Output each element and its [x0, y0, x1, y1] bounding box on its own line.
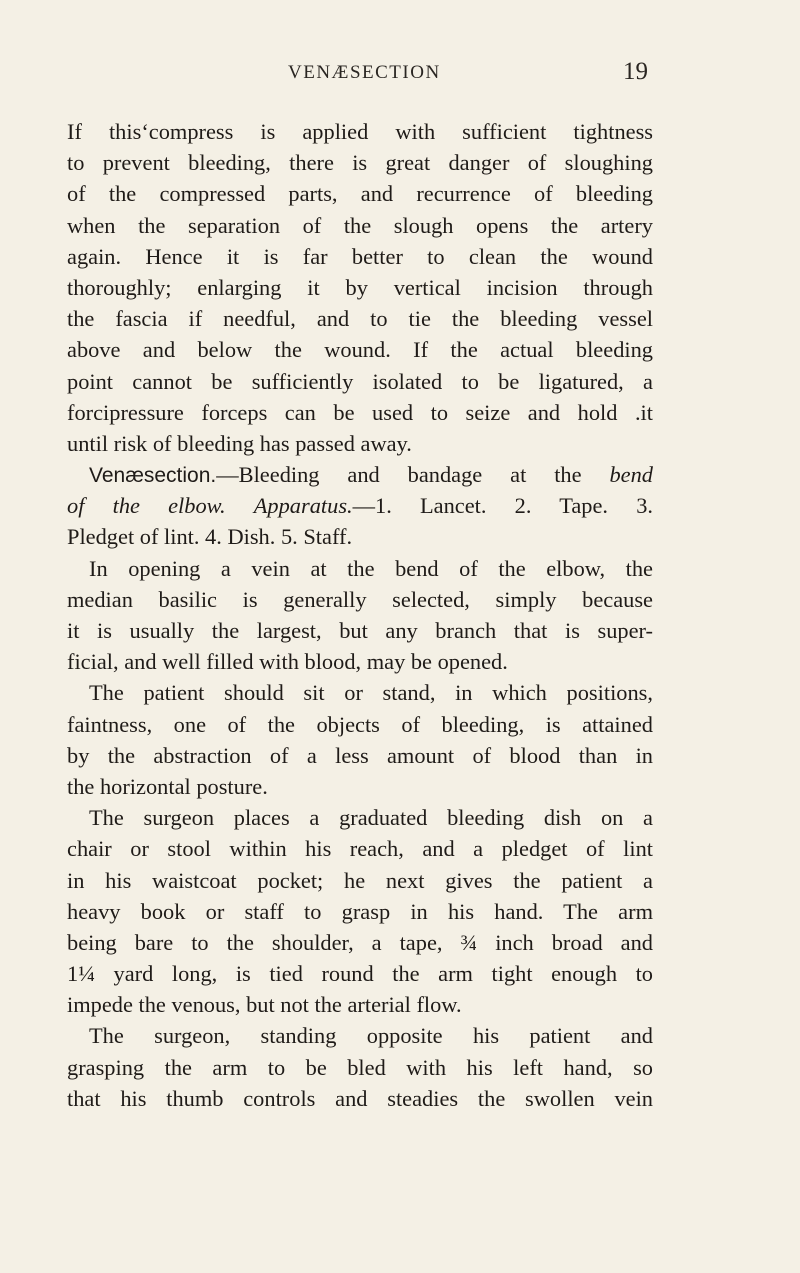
- text-line: impede the venous, but not the arterial flow.: [67, 992, 462, 1018]
- text-line: that his thumb controls and steadies the swollen vein: [67, 1085, 653, 1111]
- text-line: of the compressed parts, and recurrence of bleeding: [67, 181, 653, 207]
- text-line: If this‘compress is applied with sufficient tightness: [67, 119, 653, 144]
- text-line: In opening a vein at the bend of the elbow, the: [89, 555, 653, 581]
- italic-text: bend: [609, 462, 653, 488]
- heading-text: —Bleeding and bandage at the: [216, 462, 610, 488]
- running-title: VENÆSECTION: [288, 62, 441, 83]
- text-line: the horizontal posture.: [67, 773, 268, 799]
- text-line: Pledget of lint. 4. Dish. 5. Staff.: [67, 524, 353, 550]
- text-line: The surgeon, standing opposite his patient and: [89, 1023, 653, 1049]
- section-heading-line: [67, 459, 653, 490]
- text-line: in his waistcoat pocket; he next gives the patient a: [67, 867, 653, 893]
- text-line: heavy book or staff to grasp in his hand. The arm: [67, 898, 653, 924]
- body-text: [67, 116, 653, 1114]
- text-line: the fascia if needful, and to tie the bleeding vessel: [67, 306, 653, 332]
- apparatus-label: Apparatus.: [253, 493, 353, 519]
- page-number: 19: [623, 58, 648, 85]
- running-head: [268, 58, 648, 92]
- text-line: The surgeon places a graduated bleeding dish on a: [89, 805, 653, 831]
- spacer-text: [226, 493, 254, 518]
- text-line: when the separation of the slough opens the artery: [67, 212, 653, 238]
- text-line: being bare to the shoulder, a tape, ¾ inch broad and: [67, 929, 653, 955]
- text-line: faintness, one of the objects of bleeding, is attained: [67, 711, 653, 737]
- text-line: until risk of bleeding has passed away.: [67, 430, 412, 456]
- text-line: above and below the wound. If the actual bleeding: [67, 337, 653, 363]
- text-line: chair or stool within his reach, and a pledget of lint: [67, 836, 653, 862]
- section-heading: Venæsection.: [89, 464, 217, 488]
- text-line: 1¼ yard long, is tied round the arm tight enough to: [67, 961, 653, 987]
- text-line: thoroughly; enlarging it by vertical incision through: [67, 274, 653, 300]
- text-line: grasping the arm to be bled with his left hand, so: [67, 1054, 653, 1080]
- text-line: it is usually the largest, but any branch that is super-: [67, 618, 653, 643]
- text-line: ficial, and well filled with blood, may be opened.: [67, 649, 508, 675]
- text-line: forcipressure forceps can be used to seize and hold .it: [67, 399, 653, 425]
- text-line: again. Hence it is far better to clean the wound: [67, 243, 653, 269]
- text-line: The patient should sit or stand, in which positions,: [89, 680, 653, 706]
- text-line: [67, 490, 653, 521]
- text-line: median basilic is generally selected, simply because: [67, 586, 653, 612]
- text-line: to prevent bleeding, there is great danger of sloughing: [67, 150, 653, 176]
- text-line: point cannot be sufficiently isolated to be ligatured, a: [67, 368, 653, 394]
- italic-text: of the elbow.: [67, 493, 226, 519]
- text-line: by the abstraction of a less amount of blood than in: [67, 742, 653, 768]
- apparatus-list: —1. Lancet. 2. Tape. 3.: [352, 493, 653, 519]
